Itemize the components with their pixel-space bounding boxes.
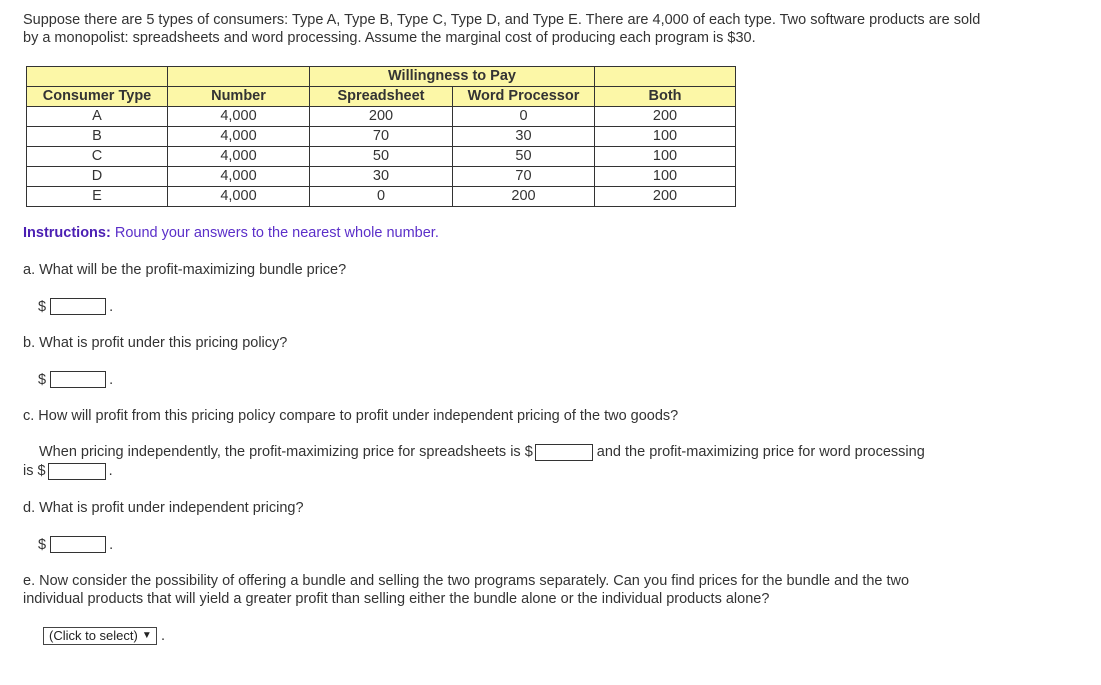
word-processing-price-input[interactable] [48, 463, 106, 480]
bundle-price-input[interactable] [50, 298, 106, 315]
question-b: b. What is profit under this pricing policy? [23, 335, 288, 351]
bundle-profit-input[interactable] [50, 371, 106, 388]
currency-symbol: $ [38, 298, 47, 315]
cell-type: E [27, 187, 168, 207]
answer-a [38, 298, 113, 315]
c-sub-text-1: When pricing independently, the profit-maximizing price for spreadsheets is $ [39, 444, 533, 460]
question-c: c. How will profit from this pricing policy compare to profit under independent pricing of the two goods? [23, 408, 679, 424]
instructions [23, 225, 439, 241]
cell-spreadsheet: 50 [310, 147, 453, 167]
table-row [27, 147, 736, 167]
cell-number: 4,000 [168, 167, 310, 187]
header-both: Both [595, 87, 736, 107]
period: . [109, 298, 114, 315]
spreadsheet-price-input[interactable] [535, 444, 593, 461]
table-row [27, 167, 736, 187]
cell-type: B [27, 127, 168, 147]
question-a: a. What will be the profit-maximizing bundle price? [23, 262, 347, 278]
cell-spreadsheet: 200 [310, 107, 453, 127]
cell-both: 100 [595, 147, 736, 167]
header-word-processor: Word Processor [453, 87, 595, 107]
period: . [109, 536, 114, 553]
period: . [109, 371, 114, 388]
table-row [27, 107, 736, 127]
currency-symbol: $ [38, 536, 47, 553]
empty-header-cell [27, 67, 168, 87]
period: . [108, 463, 113, 479]
header-consumer-type: Consumer Type [27, 87, 168, 107]
header-spreadsheet: Spreadsheet [310, 87, 453, 107]
cell-number: 4,000 [168, 147, 310, 167]
cell-both: 100 [595, 167, 736, 187]
question-d: d. What is profit under independent pricing? [23, 500, 304, 516]
cell-both: 200 [595, 107, 736, 127]
instructions-text: Round your answers to the nearest whole number. [114, 225, 439, 241]
cell-spreadsheet: 30 [310, 167, 453, 187]
header-number: Number [168, 87, 310, 107]
table-header-row [27, 87, 736, 107]
cell-spreadsheet: 70 [310, 127, 453, 147]
answer-d [38, 536, 113, 553]
empty-header-cell [595, 67, 736, 87]
empty-header-cell [168, 67, 310, 87]
cell-number: 4,000 [168, 107, 310, 127]
cell-type: C [27, 147, 168, 167]
cell-word-processor: 70 [453, 167, 595, 187]
answer-b [38, 371, 113, 388]
table-row [27, 187, 736, 207]
currency-symbol: $ [38, 371, 47, 388]
cell-type: A [27, 107, 168, 127]
cell-spreadsheet: 0 [310, 187, 453, 207]
select-value: (Click to select) [49, 628, 138, 643]
question-c-sub [23, 443, 933, 481]
willingness-to-pay-table [26, 66, 736, 207]
period: . [161, 628, 166, 644]
group-header-wtp: Willingness to Pay [310, 67, 595, 87]
cell-both: 200 [595, 187, 736, 207]
cell-word-processor: 0 [453, 107, 595, 127]
independent-profit-input[interactable] [50, 536, 106, 553]
cell-word-processor: 50 [453, 147, 595, 167]
cell-word-processor: 30 [453, 127, 595, 147]
cell-number: 4,000 [168, 127, 310, 147]
cell-type: D [27, 167, 168, 187]
chevron-down-icon: ▼ [141, 630, 152, 641]
cell-both: 100 [595, 127, 736, 147]
cell-word-processor: 200 [453, 187, 595, 207]
cell-number: 4,000 [168, 187, 310, 207]
question-e: e. Now consider the possibility of offering a bundle and selling the two programs separately. Can you find prices for the bundle and the two individual products that will yield a greater profit than selling either the bundle alone or the individual products alone? [23, 573, 910, 607]
table-row [27, 127, 736, 147]
table-group-header-row [27, 67, 736, 87]
problem-intro: Suppose there are 5 types of consumers: Type A, Type B, Type C, Type D, and Type E. There are 4,000 of each type. Two software products are sold by a monopolist: spreadsheets and word processing. Assume the marginal cost of producing each program is $30. [23, 12, 981, 46]
answer-e-select[interactable] [43, 627, 157, 645]
c-sub-text-2: and the profit-maximizing price for word processing is $ [23, 444, 925, 479]
instructions-label: Instructions: [23, 225, 111, 241]
